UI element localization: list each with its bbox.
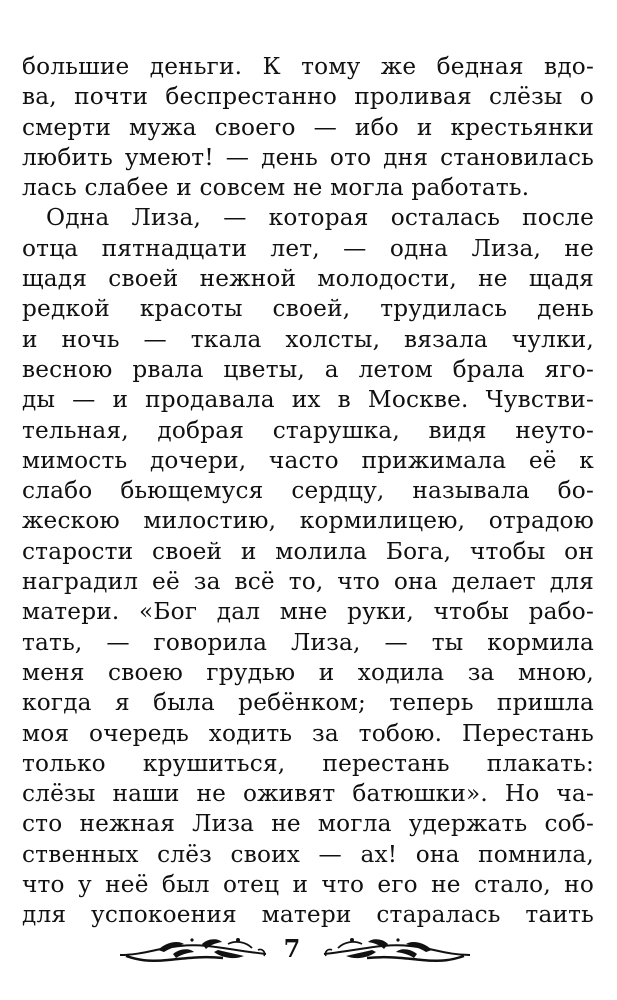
text-line: тельная, добрая старушка, видя неуто- — [22, 416, 594, 444]
text-line: что у неё был отец и что его не стало, но — [22, 871, 594, 899]
text-line: весною рвала цветы, а летом брала яго- — [22, 355, 594, 383]
text-line: редкой красоты своей, трудилась день — [22, 295, 594, 323]
paragraph-2 — [22, 203, 594, 930]
flourish-ornament-left-icon — [118, 930, 268, 970]
text-line: Одна Лиза, — которая осталась после — [46, 204, 594, 232]
text-line: любить умеют! — день ото дня становилась — [22, 143, 594, 171]
text-line: моя очередь ходить за тобою. Перестань — [22, 719, 594, 747]
text-line: ва, почти беспрестанно проливая слёзы о — [22, 83, 594, 111]
text-line: лась слабее и совсем не могла работать. — [22, 174, 530, 202]
text-line: только крушиться, перестань плакать: — [22, 749, 594, 777]
text-line: мимость дочери, часто прижимала её к — [22, 446, 594, 474]
text-line: старости своей и молила Бога, чтобы он — [22, 537, 594, 565]
text-line: сто нежная Лиза не могла удержать соб- — [22, 810, 594, 838]
text-line: матери. «Бог дал мне руки, чтобы рабо- — [22, 598, 594, 626]
text-line: слабо бьющемуся сердцу, называла бо- — [22, 477, 594, 505]
text-line: наградил её за всё то, что она делает для — [22, 568, 594, 596]
text-line: ственных слёз своих — ах! она помнила, — [22, 840, 594, 868]
text-line: большие деньги. К тому же бедная вдо- — [22, 53, 594, 80]
paragraph-1 — [22, 52, 594, 203]
text-line: ды — и продавала их в Москве. Чувстви- — [22, 386, 594, 414]
book-page-text — [22, 52, 594, 931]
text-line: тать, — говорила Лиза, — ты кормила — [22, 628, 594, 656]
text-line: меня своею грудью и ходила за мною, — [22, 658, 594, 686]
text-line: и ночь — ткала холсты, вязала чулки, — [22, 325, 594, 353]
text-line: для успокоения матери старалась таить — [22, 901, 594, 929]
page-number: 7 — [283, 934, 301, 963]
flourish-ornament-right-icon — [322, 930, 472, 970]
text-line: щадя своей нежной молодости, не щадя — [22, 265, 594, 293]
text-line: смерти мужа своего — ибо и крестьянки — [22, 113, 594, 141]
text-line: отца пятнадцати лет, — одна Лиза, не — [22, 234, 594, 262]
text-line: когда я была ребёнком; теперь пришла — [22, 689, 594, 717]
text-line: жескою милостию, кормилицею, отрадою — [22, 507, 594, 535]
text-line: слёзы наши не оживят батюшки». Но ча- — [22, 780, 594, 808]
page-footer — [0, 930, 617, 970]
